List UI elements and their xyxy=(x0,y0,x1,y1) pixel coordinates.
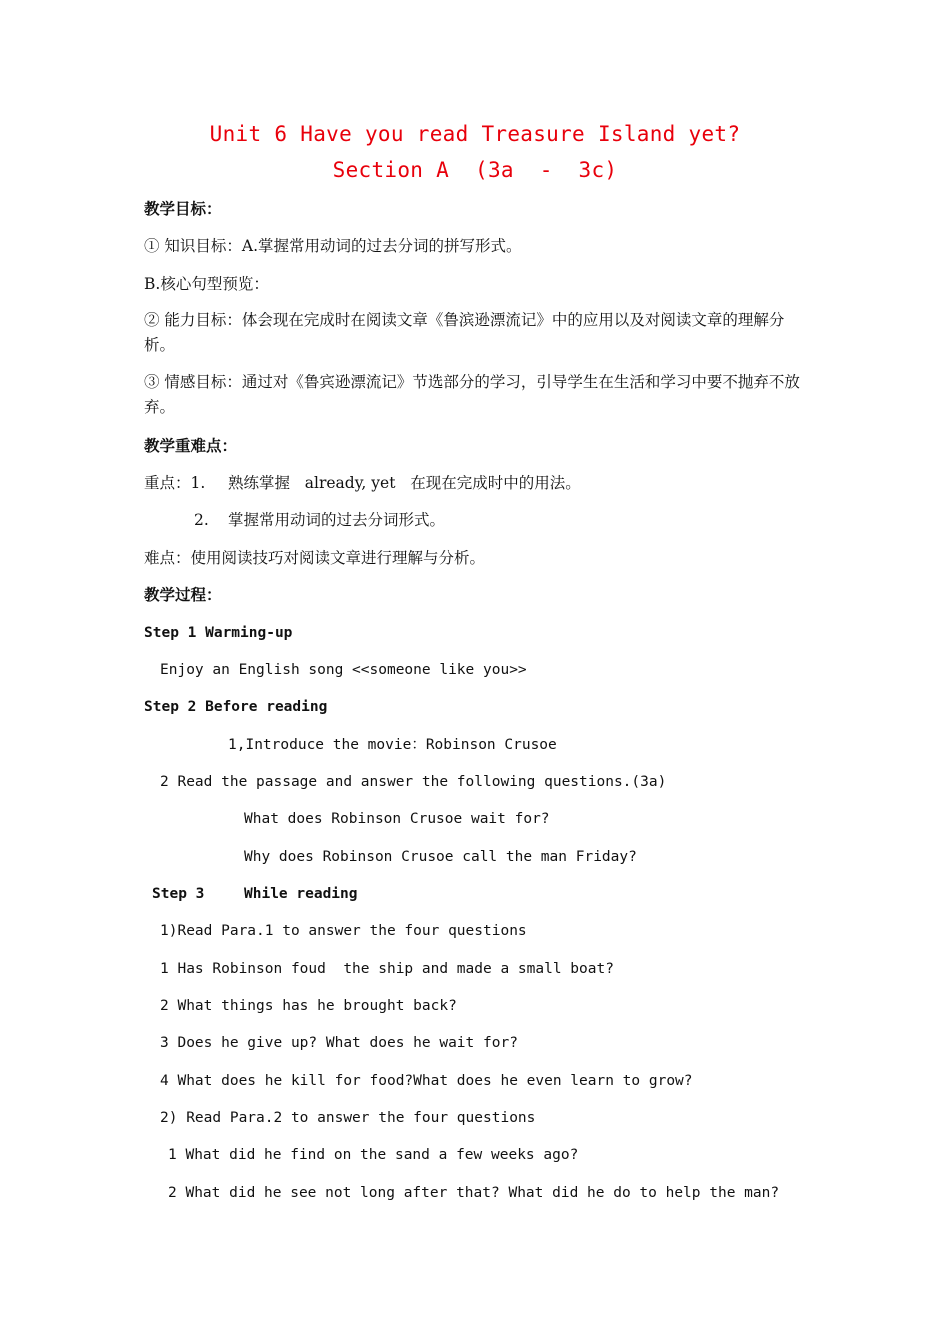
step3-label: Step 3 xyxy=(152,886,205,902)
key-points-heading: 教学重难点： xyxy=(144,436,238,455)
para1-question-1: 1 Has Robinson foud the ship and made a small boat? xyxy=(160,961,614,977)
key-point-2-label: 2. xyxy=(194,511,209,529)
title-line-1: Unit 6 Have you read Treasure Island yet? xyxy=(209,122,741,146)
objectives-heading: 教学目标： xyxy=(144,199,222,218)
objective-ability: ② 能力目标：体会现在完成时在阅读文章《鲁滨逊漂流记》中的应用以及对阅读文章的理解分析。 xyxy=(144,311,785,354)
process-heading: 教学过程： xyxy=(144,585,222,604)
objective-knowledge: ① 知识目标：A.掌握常用动词的过去分词的拼写形式。 xyxy=(144,237,522,255)
para1-question-4: 4 What does he kill for food?What does he even learn to grow? xyxy=(160,1073,693,1089)
difficulty-point: 难点：使用阅读技巧对阅读文章进行理解与分析。 xyxy=(144,549,486,567)
objective-emotion: ③ 情感目标：通过对《鲁宾逊漂流记》节选部分的学习，引导学生在生活和学习中要不抛弃不放弃。 xyxy=(144,373,800,416)
step1-title: Step 1 Warming-up xyxy=(144,625,293,641)
para2-question-1: 1 What did he find on the sand a few weeks ago? xyxy=(168,1147,579,1163)
para1-question-3: 3 Does he give up? What does he wait for? xyxy=(160,1035,518,1051)
para2-question-2: 2 What did he see not long after that? What did he do to help the man? xyxy=(168,1185,780,1201)
title-line-2: Section A (3a - 3c) xyxy=(332,158,618,182)
objective-knowledge-b: B.核心句型预览： xyxy=(144,275,269,293)
step2-item-2: 2 Read the passage and answer the following questions.(3a) xyxy=(160,774,667,790)
para2-intro: 2) Read Para.2 to answer the four questions xyxy=(160,1110,536,1126)
step3-title: While reading xyxy=(244,886,358,902)
para1-question-2: 2 What things has he brought back? xyxy=(160,998,457,1014)
step2-item-1: 1,Introduce the movie：Robinson Crusoe xyxy=(228,737,557,753)
key-point-1-text: 熟练掌握 already, yet 在现在完成时中的用法。 xyxy=(228,474,581,492)
step2-question-1: What does Robinson Crusoe wait for? xyxy=(244,811,550,827)
para1-intro: 1)Read Para.1 to answer the four questions xyxy=(160,923,527,939)
step1-item: Enjoy an English song <<someone like you>> xyxy=(160,662,527,678)
step2-title: Step 2 Before reading xyxy=(144,699,328,715)
step2-question-2: Why does Robinson Crusoe call the man Friday? xyxy=(244,849,637,865)
key-point-1-label: 重点：1. xyxy=(144,474,206,492)
key-point-2-text: 掌握常用动词的过去分词形式。 xyxy=(228,511,446,529)
